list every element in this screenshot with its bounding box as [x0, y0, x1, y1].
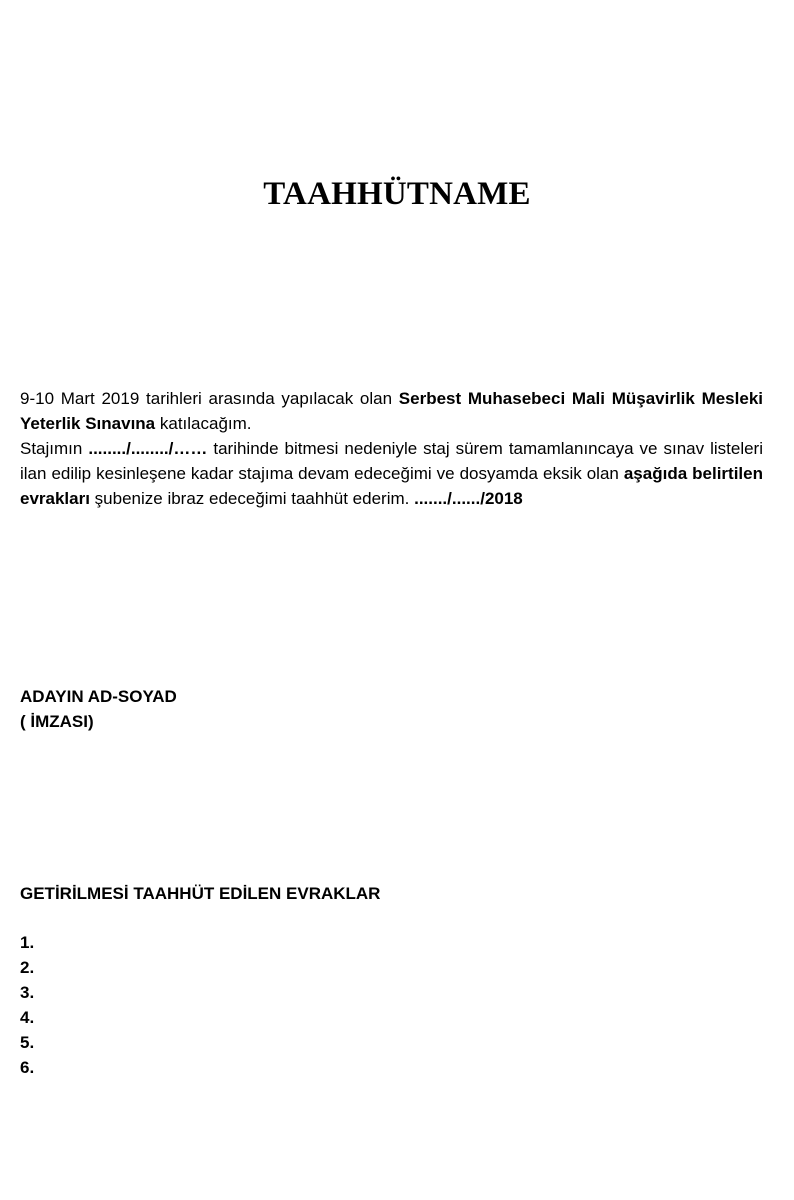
documents-list-item: 6.	[20, 1058, 35, 1077]
document-title: TAAHHÜTNAME	[263, 176, 531, 212]
internship-paragraph-intro: Stajımın	[20, 439, 89, 458]
documents-list	[20, 930, 34, 1080]
candidate-name-label: ADAYIN AD-SOYAD	[20, 687, 177, 706]
exam-paragraph-end: katılacağım.	[155, 414, 252, 433]
documents-list-item: 1.	[20, 933, 35, 952]
commitment-text	[20, 386, 763, 511]
documents-heading: GETİRİLMESİ TAAHHÜT EDİLEN EVRAKLAR	[20, 884, 381, 903]
exam-paragraph	[20, 386, 763, 436]
candidate-signature-label: ( İMZASI)	[20, 712, 94, 731]
documents-phrase: aşağıda belirtilen evrakları	[20, 464, 763, 508]
commitment-date-blank: ......./....../2018	[414, 489, 523, 508]
exam-paragraph-intro: 9-10 Mart 2019 tarihleri arasında yapılacak olan	[20, 389, 399, 408]
internship-paragraph-middle: tarihinde bitmesi nedeniyle staj sürem tamamlanıncaya ve sınav listeleri ilan edilip kesinleşene kadar stajıma devam edeceğimi ve dosyamda eksik olan	[20, 439, 763, 483]
documents-list-item: 5.	[20, 1033, 35, 1052]
exam-name: Serbest Muhasebeci Mali Müşavirlik Mesleki Yeterlik Sınavına	[20, 389, 763, 433]
internship-paragraph	[20, 436, 763, 511]
internship-end-date-blank: ......../......../……	[88, 439, 208, 458]
documents-list-item: 3.	[20, 983, 35, 1002]
signature-block	[20, 684, 177, 734]
internship-paragraph-end: şubenize ibraz edeceğimi taahhüt ederim.	[89, 489, 415, 508]
documents-list-item: 4.	[20, 1008, 35, 1027]
documents-list-item: 2.	[20, 958, 35, 977]
